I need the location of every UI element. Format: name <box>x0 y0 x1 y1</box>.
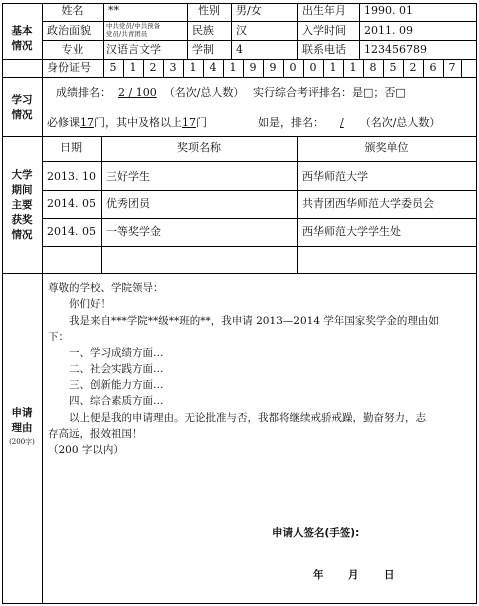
id-digit[interactable]: 7 <box>448 61 456 74</box>
gender-value[interactable]: 男/女 <box>236 4 262 17</box>
id-digit[interactable]: 2 <box>409 61 417 74</box>
date-year[interactable]: 年 <box>313 569 324 581</box>
award-date[interactable]: 2014. 05 <box>47 225 96 238</box>
id-digit[interactable]: 1 <box>349 61 357 74</box>
award-name[interactable]: 三好学生 <box>106 170 150 183</box>
required-prefix: 必修课 <box>47 116 80 129</box>
id-digit[interactable]: 9 <box>249 61 257 74</box>
rank-prefix: 成绩排名： <box>56 86 111 99</box>
id-digit[interactable]: 2 <box>149 61 157 74</box>
reason-line: 四、综合素质方面… <box>48 395 164 407</box>
enroll-label: 入学时间 <box>302 24 346 37</box>
id-digit[interactable]: 5 <box>109 61 117 74</box>
birth-label: 出生年月 <box>302 4 346 17</box>
reason-line: 以上便是我的申请理由。无论批准与否，我都将继续戒骄戒躁，勤奋努力，志 <box>48 412 426 424</box>
id-digit[interactable]: 0 <box>309 61 317 74</box>
section-label-awards: 大学 期间 主要 获奖 情况 <box>11 169 33 241</box>
reason-line: 二、社会实践方面… <box>48 363 164 375</box>
rank-line <box>56 86 244 100</box>
award-issuer[interactable]: 西华师范大学 <box>302 170 368 183</box>
id-digit[interactable]: 3 <box>169 61 177 74</box>
date-day[interactable]: 日 <box>384 569 395 581</box>
reason-line: 你们好！ <box>48 298 111 310</box>
enroll-value[interactable]: 2011. 09 <box>364 24 413 37</box>
id-digit[interactable]: 6 <box>429 61 437 74</box>
system-label: 学制 <box>192 43 214 56</box>
section-label-study: 学习 情况 <box>11 94 33 121</box>
if-yes-value[interactable]: / <box>340 116 344 129</box>
rank-value[interactable]: 2 / 100 <box>118 86 157 99</box>
reason-limit-note: (200字) <box>9 438 35 446</box>
if-yes-suffix: （名次/总人数） <box>359 116 441 129</box>
id-digit[interactable]: 1 <box>329 61 337 74</box>
id-digit[interactable]: 9 <box>269 61 277 74</box>
required-total[interactable]: 17 <box>80 116 94 129</box>
reason-line: （200 字以内） <box>48 444 124 456</box>
if-yes-rank-line <box>258 116 440 130</box>
award-date[interactable]: 2014. 05 <box>47 197 96 210</box>
rank-suffix: （名次/总人数） <box>163 86 245 99</box>
reason-line: 下： <box>48 331 69 343</box>
section-label-reason: 申请 理由 (200字) <box>2 406 42 448</box>
awards-header-date: 日期 <box>60 141 82 154</box>
ethnicity-value[interactable]: 汉 <box>236 24 247 37</box>
id-digit[interactable]: 1 <box>129 61 137 74</box>
birth-value[interactable]: 1990. 01 <box>364 4 413 17</box>
reason-line: 我是来自***学院**级**班的**，我申请 2013—2014 学年国家奖学金的理由如 <box>48 315 439 327</box>
politics-label: 政治面貌 <box>47 24 91 37</box>
signature-label[interactable]: 申请人签名(手签): <box>272 527 360 539</box>
politics-options[interactable]: 中共党员/中共预备 党员/共青团员 <box>106 22 161 38</box>
gender-label: 性别 <box>198 4 220 17</box>
id-digit[interactable]: 1 <box>189 61 197 74</box>
major-value[interactable]: 汉语言文学 <box>106 43 161 56</box>
required-mid: 门，其中及格以上 <box>94 116 182 129</box>
award-name[interactable]: 优秀团员 <box>106 197 150 210</box>
id-digit[interactable]: 1 <box>229 61 237 74</box>
reason-line: 尊敬的学校、学院领导： <box>48 282 164 294</box>
reason-line: 存高远，报效祖国！ <box>48 428 143 440</box>
award-issuer[interactable]: 西华师范大学学生处 <box>302 225 401 238</box>
reason-line: 一、学习成绩方面… <box>48 347 164 359</box>
award-date[interactable]: 2013. 10 <box>47 170 96 183</box>
id-digit[interactable]: 4 <box>209 61 217 74</box>
required-pass[interactable]: 17 <box>182 116 196 129</box>
name-label: 姓名 <box>61 4 84 17</box>
required-courses-line <box>47 116 207 130</box>
date-month[interactable]: 月 <box>348 569 359 581</box>
id-digit[interactable]: 5 <box>389 61 397 74</box>
system-value[interactable]: 4 <box>236 43 243 56</box>
id-label: 身份证号 <box>47 61 91 74</box>
award-issuer[interactable]: 共青团西华师范大学委员会 <box>302 197 434 210</box>
award-name[interactable]: 一等奖学金 <box>106 225 161 238</box>
awards-header-issuer: 颁奖单位 <box>364 141 409 154</box>
ethnicity-label: 民族 <box>192 24 214 37</box>
name-value[interactable]: ** <box>108 4 119 17</box>
section-label-basic: 基本 情况 <box>11 25 33 52</box>
if-yes-prefix: 如是，排名： <box>258 116 324 129</box>
awards-header-name: 奖项名称 <box>177 141 221 154</box>
required-suffix: 门 <box>196 116 207 129</box>
id-digit[interactable]: 8 <box>369 61 377 74</box>
reason-line: 三、创新能力方面… <box>48 379 164 391</box>
phone-label: 联系电话 <box>302 43 346 56</box>
major-label: 专业 <box>61 43 84 56</box>
phone-value[interactable]: 123456789 <box>364 43 427 56</box>
id-digit[interactable]: 0 <box>289 61 297 74</box>
eval-ranking[interactable]: 实行综合考评排名：是□；否□ <box>253 86 406 99</box>
